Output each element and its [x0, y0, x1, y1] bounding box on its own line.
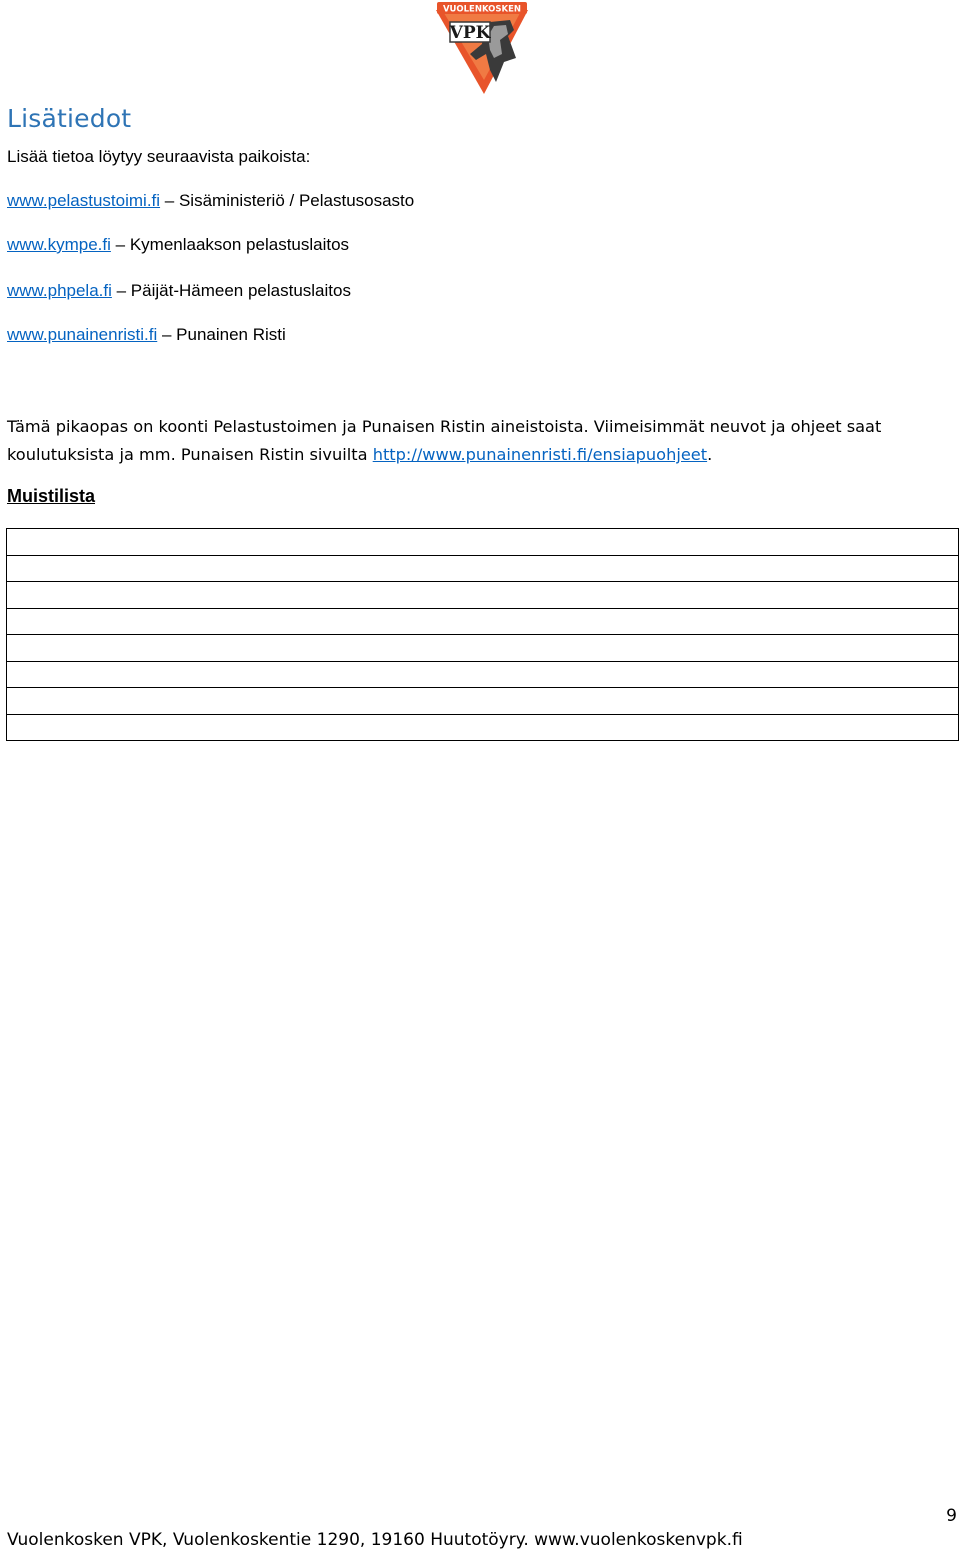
memo-row [7, 608, 959, 635]
memo-row [7, 688, 959, 715]
ensiapuohjeet-link[interactable]: http://www.punainenristi.fi/ensiapuohjeet [372, 445, 708, 464]
logo-abbr: VPK [449, 23, 491, 43]
link-description: – Kymenlaakson pelastuslaitos [110, 235, 350, 254]
memo-title: Muistilista [7, 486, 96, 506]
memo-row [7, 661, 959, 688]
memo-row [7, 555, 959, 582]
memo-row [7, 529, 959, 556]
memo-cell[interactable] [7, 555, 959, 582]
source-note [7, 413, 959, 469]
memo-row [7, 714, 959, 741]
link-punainenristi[interactable]: www.punainenristi.fi [7, 325, 158, 344]
link-row [7, 325, 286, 345]
logo-text: VUOLENKOSKEN [442, 4, 522, 15]
link-description: – Punainen Risti [157, 325, 286, 344]
link-row [7, 281, 351, 301]
footer-text: Vuolenkosken VPK, Vuolenkoskentie 1290, 19160 Huutotöyry. www.vuolenkoskenvpk.fi [7, 1530, 743, 1550]
section-title: Lisätiedot [7, 104, 132, 133]
vpk-logo [430, 0, 534, 96]
memo-cell[interactable] [7, 608, 959, 635]
link-row [7, 235, 349, 255]
memo-cell[interactable] [7, 529, 959, 556]
link-pelastustoimi[interactable]: www.pelastustoimi.fi [7, 191, 161, 210]
memo-cell[interactable] [7, 582, 959, 609]
link-phpela[interactable]: www.phpela.fi [7, 281, 112, 300]
link-kympe[interactable]: www.kympe.fi [7, 235, 111, 254]
memo-row [7, 635, 959, 662]
page-number: 9 [946, 1506, 957, 1526]
link-description: – Päijät-Hämeen pelastuslaitos [111, 281, 351, 300]
note-end: . [707, 445, 713, 464]
note-text: Tämä pikaopas on koonti Pelastustoimen ja Punaisen Ristin aineistoista. Viimeisimmät neuvot ja ohjeet saat koulutuksista ja mm. Punaisen Ristin sivuilta [7, 417, 882, 464]
memo-cell[interactable] [7, 635, 959, 662]
memo-row [7, 582, 959, 609]
intro-text: Lisää tietoa löytyy seuraavista paikoista: [7, 147, 311, 166]
link-description: – Sisäministeriö / Pelastusosasto [160, 191, 415, 210]
memo-table [6, 528, 959, 741]
memo-cell[interactable] [7, 714, 959, 741]
memo-cell[interactable] [7, 688, 959, 715]
memo-cell[interactable] [7, 661, 959, 688]
link-row [7, 191, 414, 211]
